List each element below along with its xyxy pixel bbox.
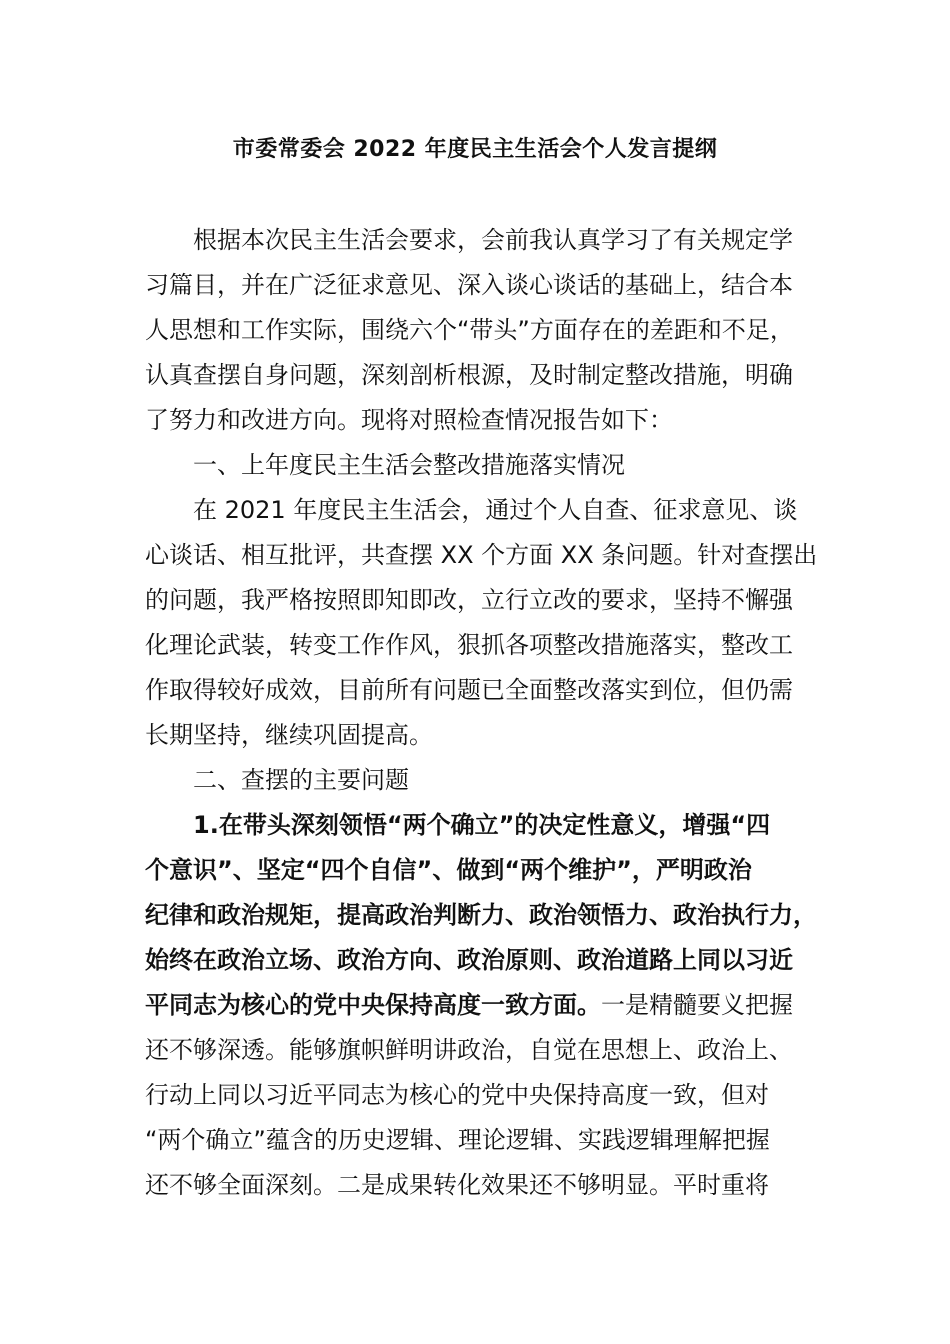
body-line [145,263,825,308]
body-text: 人思想和工作实际，围绕六个“带头”方面存在的差距和不足， [145,316,794,344]
bold-heading-text: 始终在政治立场、政治方向、政治原则、政治道路上同以习近 [145,946,793,974]
body-text: 行动上同以习近平同志为核心的党中央保持高度一致，但对 [145,1081,769,1109]
body-text: 还不够深透。能够旗帜鲜明讲政治，自觉在思想上、政治上、 [145,1036,793,1064]
bold-heading-text: 1.在带头深刻领悟“两个确立”的决定性意义，增强“四 [193,811,771,839]
body-line [145,353,825,398]
body-line [145,803,825,848]
body-line [145,1118,825,1163]
body-text: 心谈话、相互批评，共查摆 XX 个方面 XX 条问题。针对查摆出 [145,541,818,569]
body-line [145,488,825,533]
body-line [145,218,825,263]
body-text: 习篇目，并在广泛征求意见、深入谈心谈话的基础上，结合本 [145,271,793,299]
document-body [145,218,825,1208]
body-text: 了努力和改进方向。现将对照检查情况报告如下： [145,406,673,434]
body-text: 的问题，我严格按照即知即改，立行立改的要求，坚持不懈强 [145,586,793,614]
bold-heading-text: 个意识”、坚定“四个自信”、做到“两个维护”，严明政治 [145,856,752,884]
body-line [145,848,825,893]
body-line [145,713,825,758]
document-title: 市委常委会 2022 年度民主生活会个人发言提纲 [232,137,718,162]
body-line [145,893,825,938]
body-text: 认真查摆自身问题，深刻剖析根源，及时制定整改措施，明确 [145,361,793,389]
body-line [145,443,825,488]
body-line [145,578,825,623]
body-text: 在 2021 年度民主生活会，通过个人自查、征求意见、谈 [193,496,798,524]
body-line [145,623,825,668]
body-text: 根据本次民主生活会要求，会前我认真学习了有关规定学 [193,226,793,254]
body-line [145,983,825,1028]
body-line [145,938,825,983]
body-line [145,533,825,578]
body-text: 二、查摆的主要问题 [193,766,409,794]
body-text: 化理论武装，转变工作作风，狠抓各项整改措施落实，整改工 [145,631,793,659]
body-line [145,398,825,443]
body-line [145,308,825,353]
body-text: 还不够全面深刻。二是成果转化效果还不够明显。平时重将 [145,1171,769,1199]
body-text: 一是精髓要义把握 [601,991,793,1019]
body-line [145,758,825,803]
body-text: 作取得较好成效，目前所有问题已全面整改落实到位，但仍需 [145,676,793,704]
body-text: 一、上年度民主生活会整改措施落实情况 [193,451,625,479]
body-line [145,1073,825,1118]
body-line [145,1028,825,1073]
body-text: “两个确立”蕴含的历史逻辑、理论逻辑、实践逻辑理解把握 [145,1126,770,1154]
body-text: 长期坚持，继续巩固提高。 [145,721,433,749]
bold-heading-text: 平同志为核心的党中央保持高度一致方面。 [145,991,601,1019]
body-line [145,1163,825,1208]
bold-heading-text: 纪律和政治规矩，提高政治判断力、政治领悟力、政治执行力， [145,901,817,929]
body-line [145,668,825,713]
